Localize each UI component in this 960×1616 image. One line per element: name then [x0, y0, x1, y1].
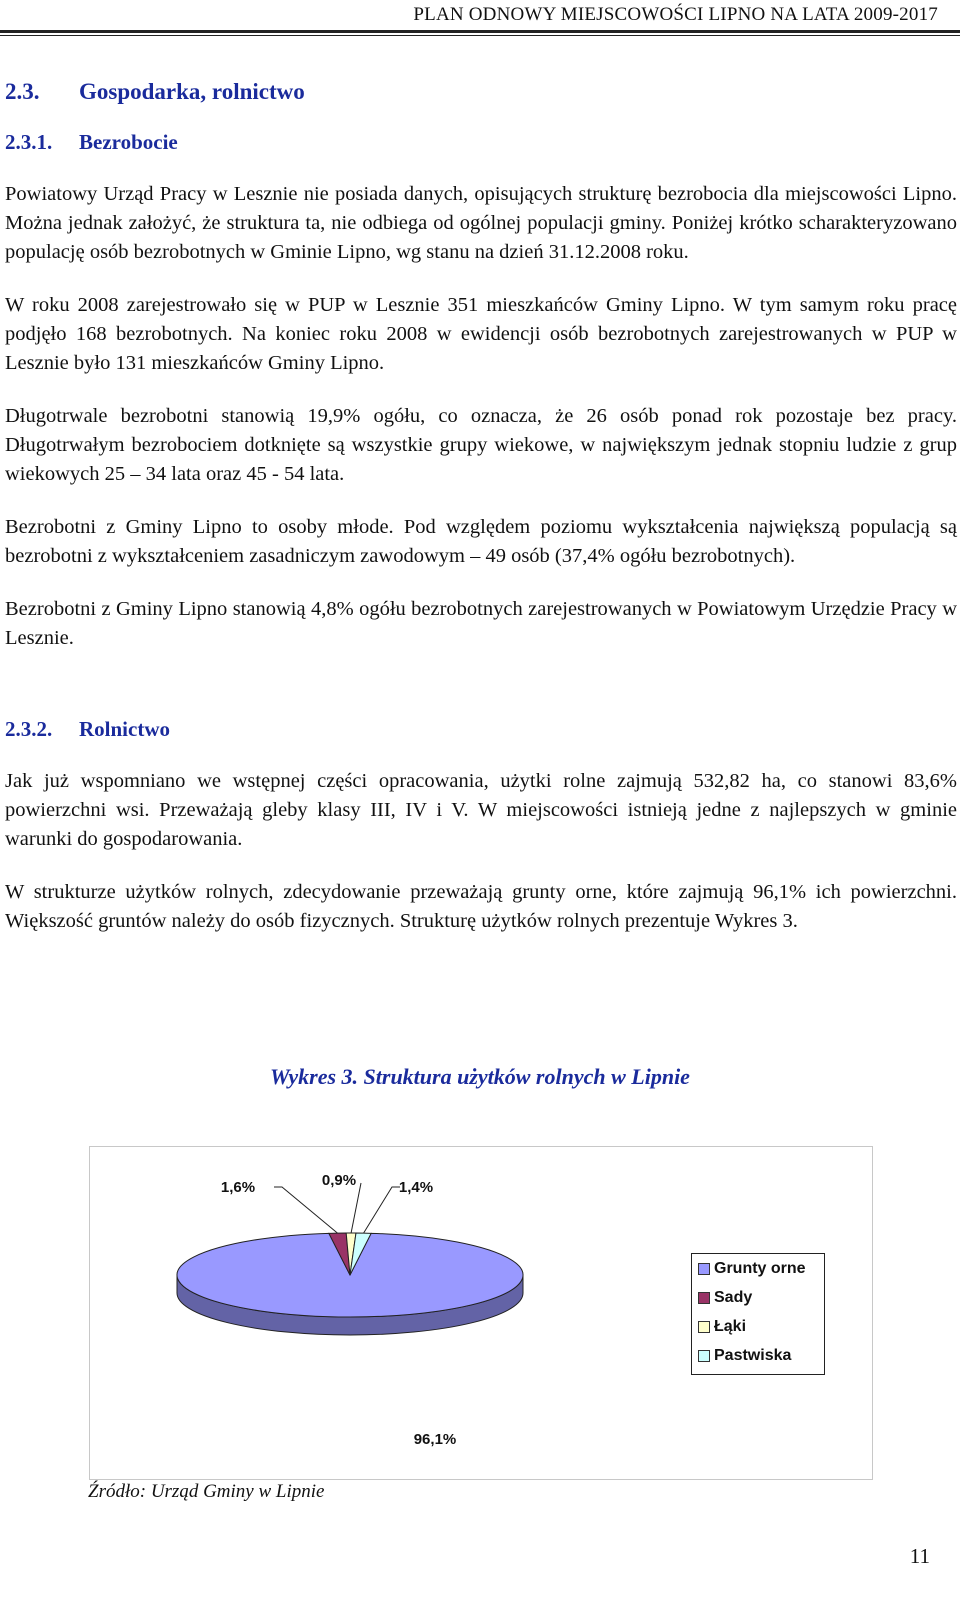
- paragraph: Bezrobotni z Gminy Lipno to osoby młode. Pod względem poziomu wykształcenia największą populacją są bezrobotni z wykształceniem zasadniczym zawodowym – 49 osób (37,4% ogółu bezrobotnych).: [5, 516, 957, 567]
- paragraph: W roku 2008 zarejestrowało się w PUP w Lesznie 351 mieszkańców Gminy Lipno. W tym samym roku pracę podjęło 168 bezrobotnych. Na koniec roku 2008 w ewidencji osób bezrobotnych zarejestrowanych w PUP w Lesznie było 131 mieszkańców Gminy Lipno.: [5, 294, 957, 374]
- chart-caption: Wykres 3. Struktura użytków rolnych w Lipnie: [270, 1064, 690, 1089]
- legend-item: [698, 1258, 806, 1280]
- paragraph: Bezrobotni z Gminy Lipno stanowią 4,8% ogółu bezrobotnych zarejestrowanych w Powiatowym Urzędzie Pracy w Lesznie.: [5, 598, 957, 649]
- legend-label: Sady: [714, 1289, 753, 1306]
- section-heading: [5, 72, 957, 112]
- chart-area: [89, 1146, 873, 1480]
- legend-swatch: [698, 1321, 710, 1333]
- subsection-title: Bezrobocie: [79, 129, 178, 154]
- header-rule-thin: [0, 35, 960, 36]
- subsection-number: 2.3.1.: [5, 129, 53, 154]
- document-body: [5, 72, 957, 936]
- chart-legend: [691, 1253, 825, 1375]
- legend-swatch: [698, 1350, 710, 1362]
- page-header: [0, 0, 960, 38]
- pie-data-label: 1,4%: [398, 1179, 434, 1196]
- legend-swatch: [698, 1263, 710, 1275]
- paragraph: Jak już wspomniano we wstępnej części opracowania, użytki rolne zajmują 532,82 ha, co stanowi 83,6% powierzchni wsi. Przeważają gleby klasy III, IV i V. W miejscowości istnieją jedne z najlepszych w gminie warunki do gospodarowania.: [5, 770, 957, 850]
- section-number: 2.3.: [5, 79, 40, 104]
- leader-line: [274, 1187, 338, 1233]
- subsection-number: 2.3.2.: [5, 716, 53, 741]
- legend-item: [698, 1287, 752, 1309]
- legend-label: Grunty orne: [714, 1260, 806, 1277]
- chart-source: Źródło: Urząd Gminy w Lipnie: [88, 1481, 325, 1502]
- paragraph: Długotrwale bezrobotni stanowią 19,9% ogółu, co oznacza, że 26 osób ponad rok pozostaje bez pracy. Długotrwałym bezrobociem dotknięte są wszystkie grupy wiekowe, w największym jednak stopniu ludzie z grup wiekowych 25 – 34 lata oraz 45 - 54 lata.: [5, 405, 957, 485]
- page-number: 11: [909, 1544, 930, 1568]
- subsection-heading-bezrobocie: [5, 126, 957, 158]
- header-title: PLAN ODNOWY MIEJSCOWOŚCI LIPNO NA LATA 2009-2017: [413, 4, 938, 25]
- paragraph: W strukturze użytków rolnych, zdecydowanie przeważają grunty orne, które zajmują 96,1% ich powierzchni. Większość gruntów należy do osób fizycznych. Strukturę użytków rolnych prezentuje Wykres 3.: [5, 881, 957, 932]
- subsection-title: Rolnictwo: [79, 716, 170, 741]
- header-rule: [0, 30, 960, 33]
- legend-label: Łąki: [714, 1318, 747, 1335]
- legend-item: [698, 1345, 791, 1367]
- pie-data-label: 1,6%: [220, 1179, 256, 1196]
- leader-line: [351, 1183, 361, 1233]
- leader-line: [364, 1187, 400, 1233]
- legend-swatch: [698, 1292, 710, 1304]
- legend-item: [698, 1316, 746, 1338]
- pie-data-label: 0,9%: [321, 1172, 357, 1189]
- pie-data-label: 96,1%: [413, 1431, 457, 1448]
- subsection-heading-rolnictwo: [5, 713, 957, 745]
- section-title: Gospodarka, rolnictwo: [79, 79, 305, 104]
- paragraph: Powiatowy Urząd Pracy w Lesznie nie posiada danych, opisujących strukturę bezrobocia dla miejscowości Lipno. Można jednak założyć, że struktura ta, nie odbiega od ogólnej populacji gminy. Poniżej krótko scharakteryzowano populację osób bezrobotnych w Gminie Lipno, wg stanu na dzień 31.12.2008 roku.: [5, 183, 957, 263]
- legend-label: Pastwiska: [714, 1347, 792, 1364]
